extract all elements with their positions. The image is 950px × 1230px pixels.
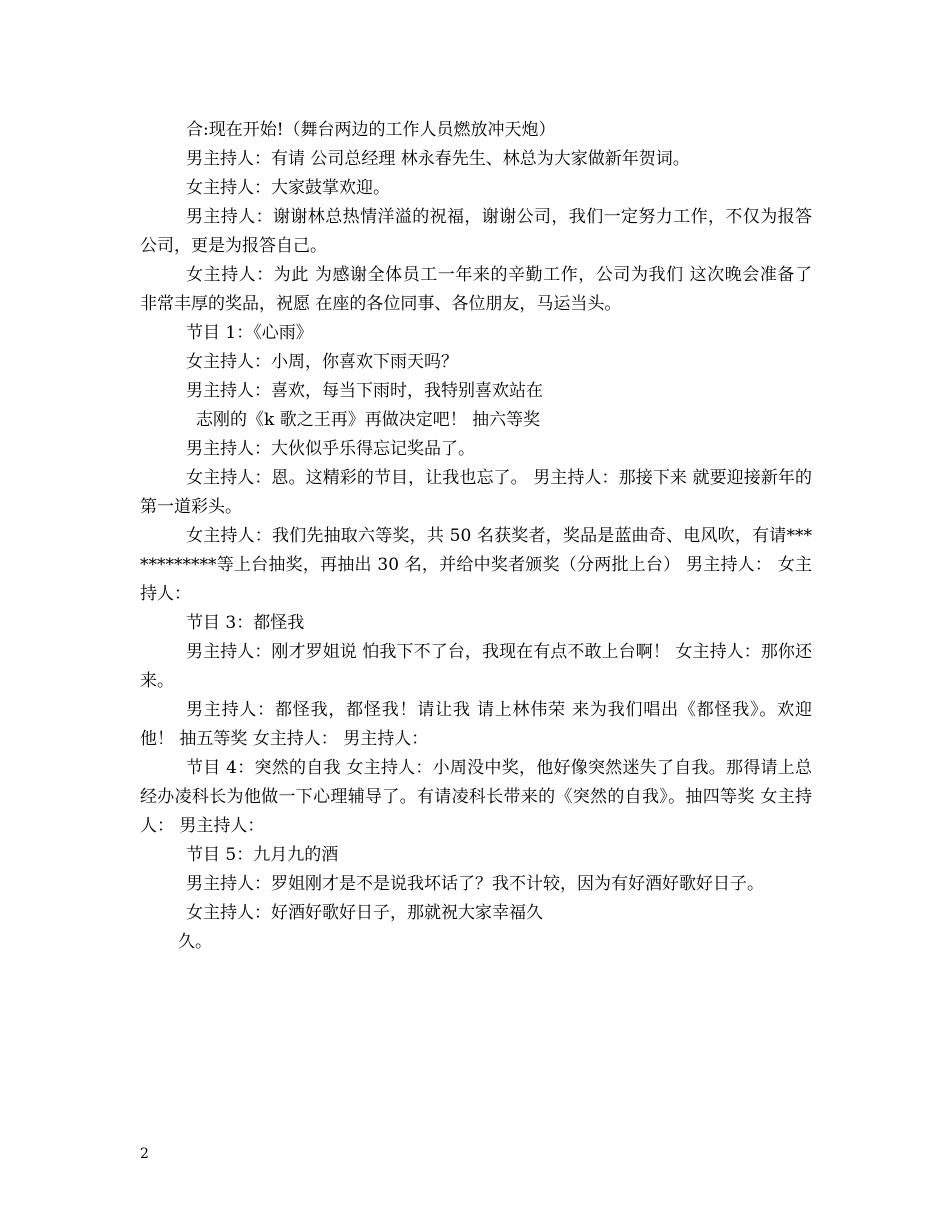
document-body: [140, 116, 812, 957]
paragraph: 男主持人：喜欢，每当下雨时，我特别喜欢站在: [186, 381, 543, 401]
paragraph: 节目 4：突然的自我 女主持人：小周没中奖，他好像突然迷失了自我。那得请上总经办凌科长为他做一下心理辅导了。有请凌科长带来的《突然的自我》。抽四等奖 女主持人： 男主持人：: [140, 758, 812, 836]
paragraph: 节目 3：都怪我: [186, 613, 305, 633]
paragraph: 男主持人：罗姐刚才是不是说我坏话了？我不计较，因为有好酒好歌好日子。: [186, 874, 764, 894]
paragraph: 节目 1：《心雨》: [186, 323, 313, 343]
paragraph: 女主持人：小周，你喜欢下雨天吗？: [186, 352, 458, 372]
paragraph: 女主持人：我们先抽取六等奖，共 50 名获奖者，奖品是蓝曲奇、电风吹，有请************等上台抽奖，再抽出 30 名，并给中奖者颁奖（分两批上台） 男主持人： 女主持人：: [140, 526, 812, 604]
paragraph: 节目 5：九月九的酒: [186, 845, 339, 865]
paragraph: 女主持人：为此 为感谢全体员工一年来的辛勤工作，公司为我们 这次晚会准备了 非常丰厚的奖品，祝愿 在座的各位同事、各位朋友，马运当头。: [140, 265, 812, 314]
paragraph: 志刚的《k 歌之王再》再做决定吧！ 抽六等奖: [196, 410, 541, 430]
paragraph: 男主持人：有请 公司总经理 林永春先生、林总为大家做新年贺词。: [186, 149, 690, 169]
paragraph: 女主持人：大家鼓掌欢迎。: [186, 178, 390, 198]
paragraph: 女主持人：恩。这精彩的节目，让我也忘了。 男主持人：那接下来 就要迎接新年的第一道彩头。: [140, 468, 812, 517]
paragraph: 合:现在开始!（舞台两边的工作人员燃放冲天炮）: [186, 120, 556, 140]
paragraph: 男主持人：都怪我，都怪我！请让我 请上林伟荣 来为我们唱出《都怪我》。欢迎他！ 抽五等奖 女主持人： 男主持人：: [140, 700, 812, 749]
paragraph: 女主持人：好酒好歌好日子，那就祝大家幸福久: [186, 903, 543, 923]
paragraph: 男主持人：刚才罗姐说 怕我下不了台，我现在有点不敢上台啊！ 女主持人：那你还来。: [140, 642, 812, 691]
page-number: 2: [140, 1146, 149, 1162]
paragraph: 久。: [178, 932, 212, 952]
paragraph: 男主持人：大伙似乎乐得忘记奖品了。: [186, 439, 475, 459]
paragraph: 男主持人：谢谢林总热情洋溢的祝福，谢谢公司，我们一定努力工作，不仅为报答公司，更是为报答自己。: [140, 207, 812, 256]
